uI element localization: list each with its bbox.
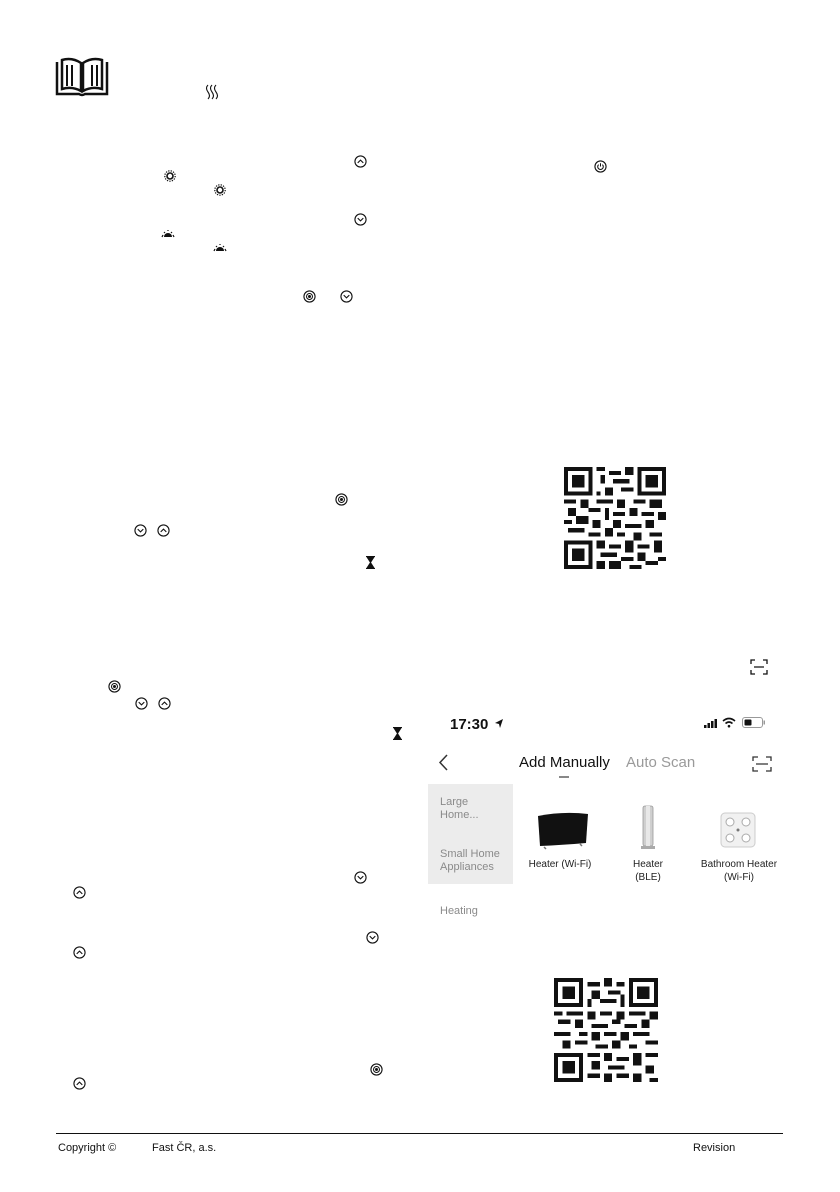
- hourglass-icon: [393, 727, 402, 740]
- qr-code: [564, 467, 666, 569]
- arrow-up-circle-icon: [157, 524, 170, 537]
- app-screenshot: [428, 706, 784, 917]
- mode-icon: [370, 1063, 383, 1076]
- battery-icon: [742, 717, 766, 728]
- heat-waves-icon: [205, 84, 219, 100]
- arrow-down-circle-icon: [366, 931, 379, 944]
- arrow-down-circle-icon: [340, 290, 353, 303]
- mode-icon: [303, 290, 316, 303]
- device-label-heater-ble[interactable]: Heater (BLE): [632, 859, 663, 883]
- footer-company: Fast ČR, a.s.: [152, 1142, 217, 1154]
- back-chevron-icon[interactable]: [438, 754, 448, 771]
- tab-auto-scan[interactable]: Auto Scan: [626, 754, 696, 771]
- arrow-down-circle-icon: [354, 871, 367, 884]
- arrow-up-circle-icon: [73, 886, 86, 899]
- sidebar-item-large-home[interactable]: Large Home...: [440, 796, 479, 821]
- brightness-high-icon: [214, 184, 226, 196]
- mode-icon: [335, 493, 348, 506]
- arrow-up-circle-icon: [158, 697, 171, 710]
- tab-active-indicator: [559, 776, 569, 778]
- brightness-low-icon: [213, 243, 227, 252]
- qr-code: [554, 978, 658, 1082]
- arrow-down-circle-icon: [134, 524, 147, 537]
- wifi-icon: [722, 717, 736, 728]
- location-arrow-icon: [494, 718, 504, 729]
- scan-icon[interactable]: [752, 756, 772, 772]
- tv-heater-icon: [534, 810, 592, 850]
- device-label-heater-wifi[interactable]: Heater (Wi-Fi): [528, 859, 592, 870]
- mode-icon: [108, 680, 121, 693]
- arrow-up-circle-icon: [73, 1077, 86, 1090]
- brightness-low-icon: [161, 229, 175, 238]
- bathroom-heater-icon: [720, 812, 756, 848]
- scan-icon: [750, 659, 768, 675]
- hourglass-icon: [366, 556, 375, 569]
- footer-revision: Revision: [693, 1142, 736, 1154]
- device-label-bathroom-heater[interactable]: Bathroom Heater (Wi-Fi): [700, 859, 778, 883]
- footer-divider: [56, 1133, 783, 1134]
- brightness-high-icon: [164, 170, 176, 182]
- sidebar-item-heating[interactable]: Heating: [440, 905, 478, 917]
- footer-copyright: Copyright ©: [58, 1142, 117, 1154]
- arrow-up-circle-icon: [354, 155, 367, 168]
- power-icon: [594, 160, 607, 173]
- arrow-down-circle-icon: [354, 213, 367, 226]
- manual-book-icon: [54, 56, 110, 100]
- sidebar-item-small-home-appliances[interactable]: Small Home Appliances: [440, 848, 500, 873]
- arrow-down-circle-icon: [135, 697, 148, 710]
- tower-heater-icon: [640, 804, 656, 850]
- arrow-up-circle-icon: [73, 946, 86, 959]
- signal-icon: [704, 719, 718, 728]
- tab-add-manually[interactable]: Add Manually: [519, 754, 610, 771]
- status-time: 17:30: [450, 716, 489, 733]
